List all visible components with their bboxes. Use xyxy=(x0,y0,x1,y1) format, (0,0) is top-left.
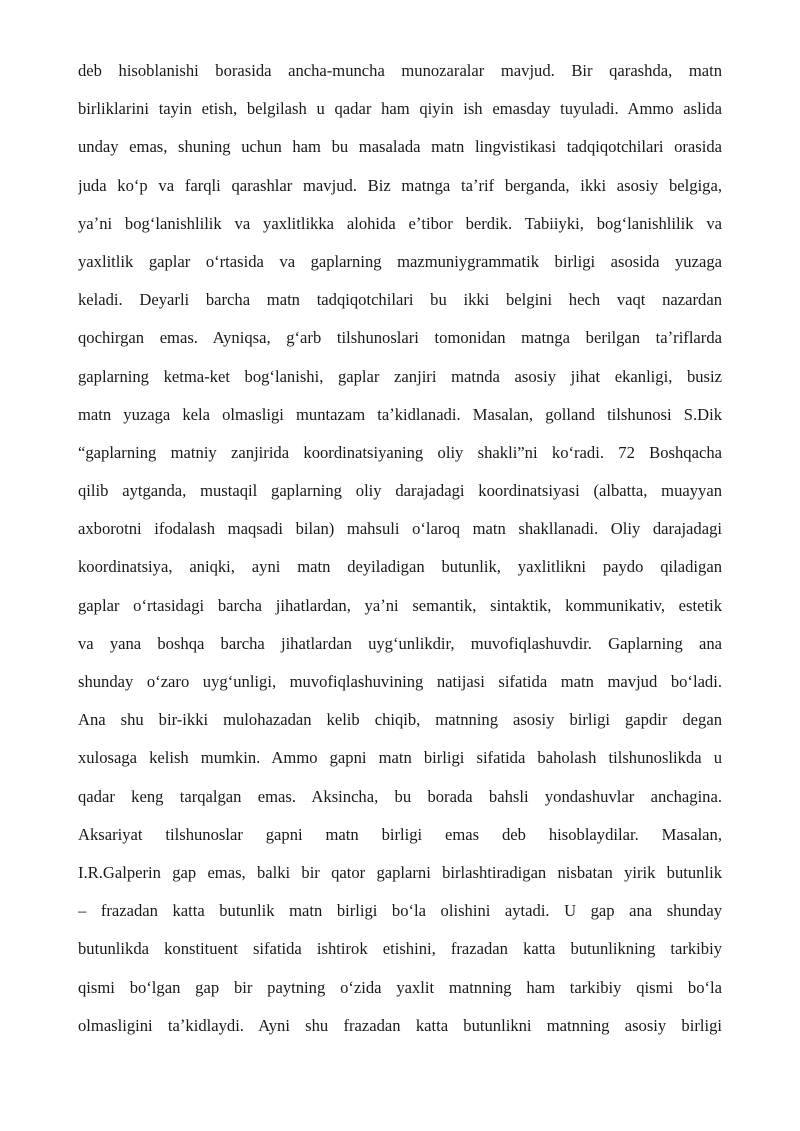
text-line: axborotni ifodalash maqsadi bilan) mahsuli oʻlaroq matn shakllanadi. Oliy darajadagi xyxy=(78,519,722,539)
text-line: butunlikda konstituent sifatida ishtirok etishini, frazadan katta butunlikning tarkibiy xyxy=(78,939,722,959)
text-line: qilib aytganda, mustaqil gaplarning oliy darajadagi koordinatsiyasi (albatta, muayyan xyxy=(78,481,722,501)
text-line: matn yuzaga kela olmasligi muntazam taʼkidlanadi. Masalan, golland tilshunosi S.Dik xyxy=(78,404,722,424)
text-line: – frazadan katta butunlik matn birligi boʻla olishini aytadi. U gap ana shunday xyxy=(78,901,722,921)
text-line: yaʼni bogʻlanishlilik va yaxlitlikka alohida eʼtibor berdik. Tabiiyki, bogʻlanishlilik va xyxy=(78,213,722,233)
text-line: shunday oʻzaro uygʻunligi, muvofiqlashuvining natijasi sifatida matn mavjud boʻladi. xyxy=(78,672,722,691)
text-line: olmasligini taʼkidlaydi. Ayni shu frazadan katta butunlikni matnning asosiy birligi xyxy=(78,1015,722,1035)
text-line: gaplar oʻrtasidagi barcha jihatlardan, yaʼni semantik, sintaktik, kommunikativ, estetik xyxy=(78,595,722,615)
text-line: “gaplarning matniy zanjirida koordinatsiyaning oliy shakli”ni koʻradi. 72 Boshqacha xyxy=(78,442,722,462)
text-line: qadar keng tarqalgan emas. Aksincha, bu borada bahsli yondashuvlar anchagina. xyxy=(78,786,722,806)
document-page xyxy=(78,52,722,1045)
text-line: xulosaga kelish mumkin. Ammo gapni matn birligi sifatida baholash tilshunoslikda u xyxy=(78,748,722,768)
text-line: va yana boshqa barcha jihatlardan uygʻunlikdir, muvofiqlashuvdir. Gaplarning ana xyxy=(78,633,722,653)
text-line: I.R.Galperin gap emas, balki bir qator gaplarni birlashtiradigan nisbatan yirik butunlik xyxy=(78,862,722,882)
text-line: juda koʻp va farqli qarashlar mavjud. Biz matnga taʼrif berganda, ikki asosiy belgiga, xyxy=(78,175,722,195)
text-line: koordinatsiya, aniqki, ayni matn deyiladigan butunlik, yaxlitlikni paydo qiladigan xyxy=(78,557,722,577)
text-line: qismi boʻlgan gap bir paytning oʻzida yaxlit matnning ham tarkibiy qismi boʻla xyxy=(78,977,722,997)
text-line: deb hisoblanishi borasida ancha-muncha munozaralar mavjud. Bir qarashda, matn xyxy=(78,61,722,80)
text-line: unday emas, shuning uchun ham bu masalada matn lingvistikasi tadqiqotchilari orasida xyxy=(78,137,722,157)
text-line: Ana shu bir-ikki mulohazadan kelib chiqib, matnning asosiy birligi gapdir degan xyxy=(78,710,722,730)
text-line: birliklarini tayin etish, belgilash u qadar ham qiyin ish emasday tuyuladi. Ammo aslida xyxy=(78,99,722,119)
text-line: gaplarning ketma-ket bogʻlanishi, gaplar zanjiri matnda asosiy jihat ekanligi, busiz xyxy=(78,366,722,386)
text-line: qochirgan emas. Ayniqsa, gʻarb tilshunoslari tomonidan matnga berilgan taʼriflarda xyxy=(78,328,722,348)
text-line: Aksariyat tilshunoslar gapni matn birligi emas deb hisoblaydilar. Masalan, xyxy=(78,824,722,844)
text-line: yaxlitlik gaplar oʻrtasida va gaplarning mazmuniygrammatik birligi asosida yuzaga xyxy=(78,251,722,271)
text-line: keladi. Deyarli barcha matn tadqiqotchilari bu ikki belgini hech vaqt nazardan xyxy=(78,290,722,310)
